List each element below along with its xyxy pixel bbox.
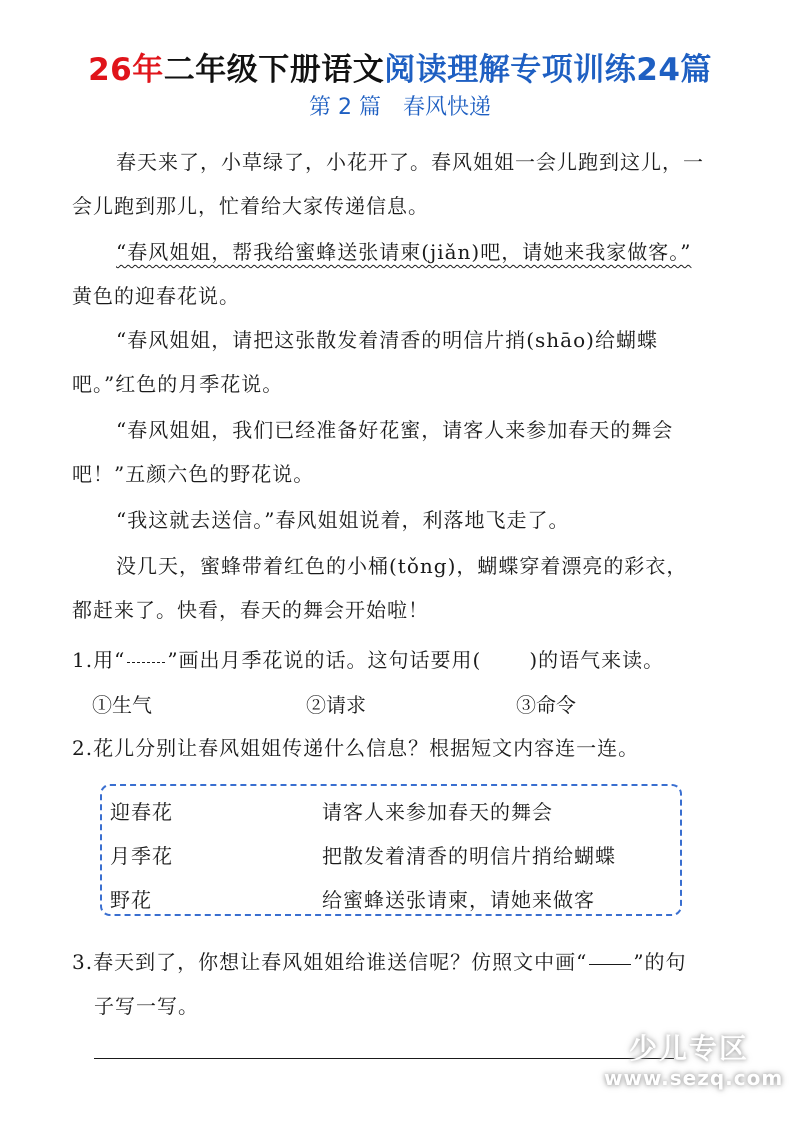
question-text: 1.用“: [72, 648, 126, 672]
lesson-name: 春风快递: [402, 95, 491, 120]
passage-text: “春风姐姐，请把这张散发着清香的明信片捎(shāo)给蝴蝶: [116, 328, 658, 352]
lesson-subtitle: [0, 90, 800, 121]
passage-paragraph-6: [72, 544, 772, 632]
passage-paragraph-5: [72, 498, 772, 542]
passage-text: 吧！”五颜六色的野花说。: [72, 462, 315, 486]
question-1: [72, 638, 792, 682]
question-text: 子写一写。: [94, 994, 199, 1018]
message-item[interactable]: 把散发着清香的明信片捎给蝴蝶: [322, 844, 616, 868]
question-text: 2.花儿分别让春风姐姐传递什么信息？根据短文内容连一连。: [72, 736, 640, 760]
passage-paragraph-4: [72, 408, 772, 496]
answer-writing-line[interactable]: [94, 1058, 674, 1059]
question-text: ”的句: [633, 950, 687, 974]
question-text: 3.春天到了，你想让春风姐姐给谁送信呢？仿照文中画“: [72, 950, 588, 974]
lesson-index: 第 2 篇: [309, 95, 381, 120]
passage-paragraph-2: [72, 230, 772, 318]
option-command[interactable]: ③命令: [516, 693, 576, 717]
passage-paragraph-3: [72, 318, 772, 406]
passage-paragraph-1: [72, 140, 772, 228]
flower-item[interactable]: 月季花: [110, 844, 173, 868]
option-angry[interactable]: ①生气: [92, 693, 152, 717]
question-text: ”画出月季花说的话。这句话要用(: [167, 648, 482, 672]
question-2: [72, 726, 792, 770]
flower-item[interactable]: 野花: [110, 888, 152, 912]
title-grade: 二年级下册语文: [163, 52, 385, 88]
passage-text: “春风姐姐，我们已经准备好花蜜，请客人来参加春天的舞会: [116, 418, 674, 442]
underlined-sentence: “春风姐姐，帮我给蜜蜂送张请柬(jiǎn)吧，请她来我家做客。”: [116, 240, 692, 264]
passage-text: 都赶来了。快看，春天的舞会开始啦！: [72, 598, 429, 622]
line-blank: [589, 964, 631, 965]
watermark-brand: 少儿专区: [628, 1032, 749, 1065]
watermark-url: www.sezq.com: [604, 1066, 784, 1090]
worksheet-title: [0, 44, 800, 89]
passage-text: 黄色的迎春花说。: [72, 284, 240, 308]
passage-text: 吧。”红色的月季花说。: [72, 372, 284, 396]
flower-item[interactable]: 迎春花: [110, 800, 173, 824]
passage-text: 没几天，蜜蜂带着红色的小桶(tǒng)，蝴蝶穿着漂亮的彩衣，: [116, 554, 688, 578]
passage-text: 春天来了，小草绿了，小花开了。春风姐姐一会儿跑到这儿，一: [116, 150, 704, 174]
question-text: )的语气来读。: [529, 648, 665, 672]
wavy-line-blank: [127, 662, 165, 663]
passage-text: “我这就去送信。”春风姐姐说着，利落地飞走了。: [116, 508, 570, 532]
option-request[interactable]: ②请求: [306, 693, 366, 717]
message-item[interactable]: 请客人来参加春天的舞会: [322, 800, 553, 824]
question-3: [72, 940, 792, 1028]
message-item[interactable]: 给蜜蜂送张请柬，请她来做客: [322, 888, 595, 912]
title-year: 26年: [88, 52, 164, 88]
watermark: [604, 1032, 784, 1090]
passage-text: 会儿跑到那儿，忙着给大家传递信息。: [72, 194, 429, 218]
title-series: 阅读理解专项训练24篇: [384, 52, 712, 88]
